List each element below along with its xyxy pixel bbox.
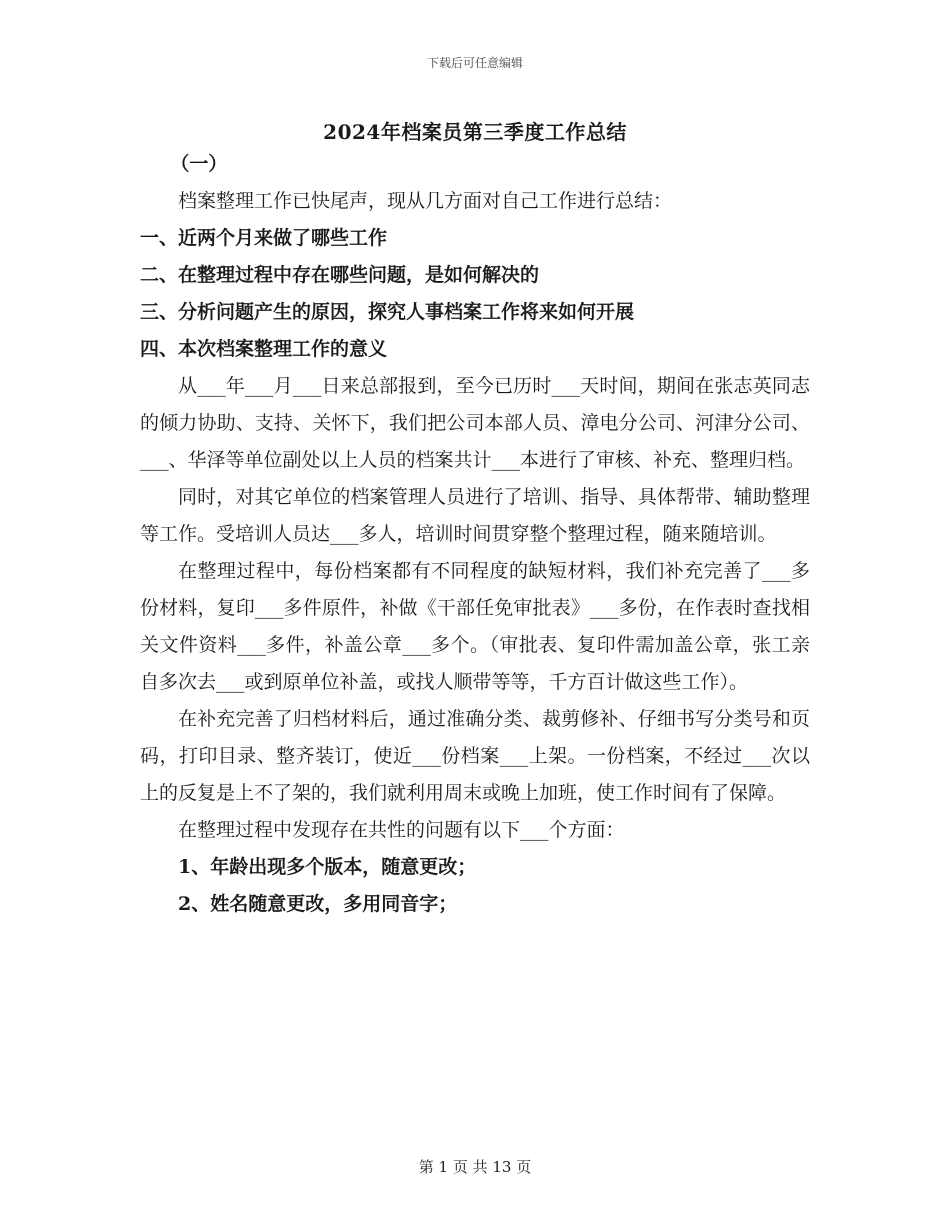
document-body bbox=[140, 146, 810, 923]
outline-item-2: 二、在整理过程中存在哪些问题，是如何解决的 bbox=[140, 264, 540, 286]
paragraph-3: 在整理过程中，每份档案都有不同程度的缺短材料，我们补充完善了___多份材料，复印___多件原件，补做《干部任免审批表》___多份，在作表时查找相关文件资料___多件，补盖公章___多个。（审批表、复印件需加盖公章，张工亲自多次去___或到原单位补盖，或找人顺带等等，千方百计做这些工作）。 bbox=[140, 560, 810, 693]
issue-item-2: 2、姓名随意更改，多用同音字； bbox=[178, 893, 458, 915]
issue-item-1: 1、年龄出现多个版本，随意更改； bbox=[178, 856, 477, 878]
outline-item-4: 四、本次档案整理工作的意义 bbox=[140, 338, 388, 360]
paragraph-2: 同时，对其它单位的档案管理人员进行了培训、指导、具体帮带、辅助整理等工作。受培训人员达___多人，培训时间贯穿整个整理过程，随来随培训。 bbox=[140, 486, 810, 545]
paragraph-5: 在整理过程中发现存在共性的问题有以下___个方面： bbox=[178, 819, 625, 841]
paragraph-4: 在补充完善了归档材料后，通过准确分类、裁剪修补、仔细书写分类号和页码，打印目录、整齐装订，使近___份档案___上架。一份档案，不经过___次以上的反复是上不了架的，我们就利用周末或晚上加班，使工作时间有了保障。 bbox=[140, 708, 810, 804]
header-note: 下载后可任意编辑 bbox=[426, 56, 523, 70]
outline-item-3: 三、分析问题产生的原因，探究人事档案工作将来如何开展 bbox=[140, 301, 635, 323]
document-subtitle: （一） bbox=[170, 153, 228, 175]
document-title: 2024年档案员第三季度工作总结 bbox=[323, 120, 627, 144]
page-number-footer: 第 1 页 共 13 页 bbox=[418, 1158, 532, 1176]
paragraph-1: 从___年___月___日来总部报到，至今已历时___天时间，期间在张志英同志的倾力协助、支持、关怀下，我们把公司本部人员、漳电分公司、河津分公司、___、华泽等单位副处以上人员的档案共计___本进行了审核、补充、整理归档。 bbox=[140, 375, 810, 471]
outline-item-1: 一、近两个月来做了哪些工作 bbox=[140, 227, 388, 249]
intro-paragraph: 档案整理工作已快尾声，现从几方面对自己工作进行总结： bbox=[178, 190, 673, 212]
